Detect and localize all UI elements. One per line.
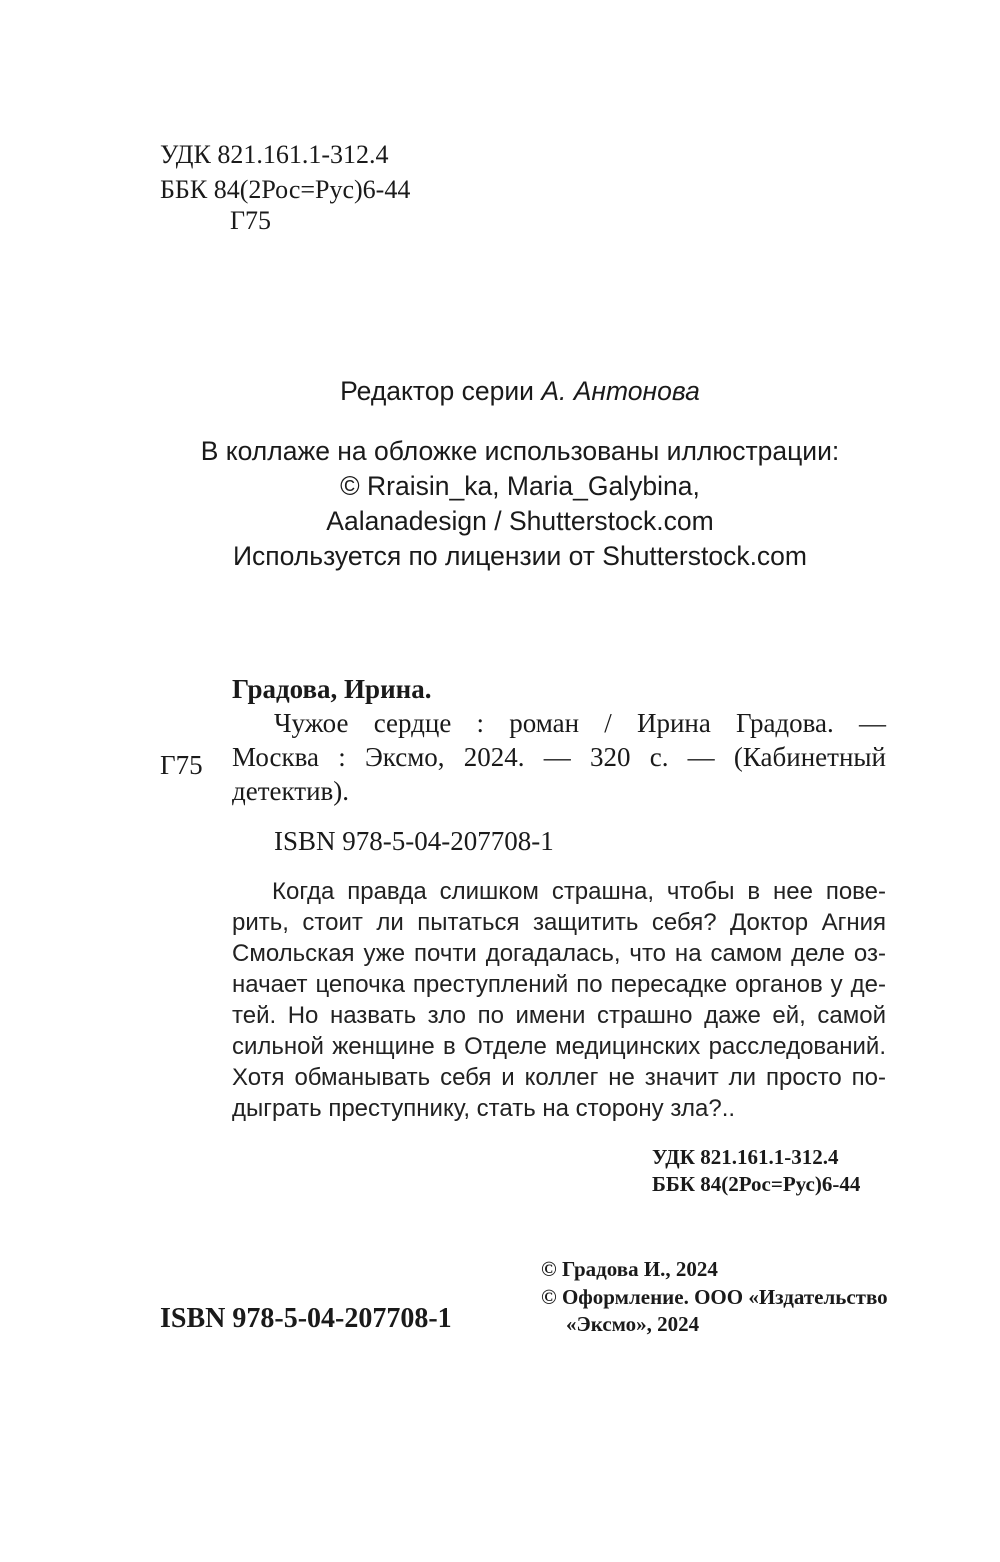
- annotation: [232, 876, 886, 1124]
- title-line-1: Чужое сердце : роман / Ирина Градова. —: [274, 708, 886, 738]
- editor-credit: [150, 374, 890, 409]
- isbn-footer: ISBN 978-5-04-207708-1: [160, 1303, 452, 1334]
- license-line: Используется по лицензии от Shutterstock.com: [233, 541, 807, 571]
- book-author: Градова, Ирина.: [232, 674, 432, 704]
- copyright-publisher: «Эксмо», 2024: [566, 1312, 700, 1336]
- editor-name: А. Антонова: [541, 376, 700, 406]
- udk-code: УДК 821.161.1-312.4: [160, 140, 389, 169]
- annotation-line: Когда правда слишком страшна, чтобы в нее пове-: [272, 878, 886, 905]
- author-sign: Г75: [230, 206, 272, 235]
- copyright-design: © Оформление. ООО «Издательство: [541, 1285, 888, 1309]
- annotation-line: Смольская уже почти догадалась, что на самом деле оз-: [232, 940, 886, 967]
- annotation-line: тей. Но назвать зло по имени страшно даже ей, самой: [232, 1002, 886, 1029]
- margin-author-sign: Г75: [160, 750, 203, 780]
- annotation-line: сильной женщине в Отделе медицинских расследований.: [232, 1033, 886, 1060]
- collage-line: В коллаже на обложке использованы иллюстрации:: [200, 436, 840, 466]
- title-line-2: Москва : Эксмо, 2024. — 320 с. — (Кабинетный: [232, 742, 886, 772]
- bbk-code: ББК 84(2Рос=Рус)6-44: [160, 175, 411, 204]
- bbk-code-bold: ББК 84(2Рос=Рус)6-44: [652, 1172, 861, 1196]
- copyright-line-2: Aalanadesign / Shutterstock.com: [326, 506, 714, 536]
- udk-code-bold: УДК 821.161.1-312.4: [652, 1145, 839, 1169]
- editor-label: Редактор серии: [340, 376, 534, 406]
- annotation-line: рить, стоит ли пытаться защитить себя? Доктор Агния: [232, 909, 886, 936]
- annotation-line: начает цепочка преступлений по пересадке органов у де-: [232, 971, 886, 998]
- copyright-line-1: © Rraisin_ka, Maria_Galybina,: [340, 471, 700, 501]
- title-line-3: детектив).: [232, 776, 350, 806]
- isbn-record: ISBN 978-5-04-207708-1: [274, 826, 554, 856]
- copyright-author: © Градова И., 2024: [541, 1257, 718, 1281]
- bibliographic-record: [232, 672, 886, 858]
- illustration-credits: [150, 434, 890, 574]
- annotation-line: Хотя обманывать себя и коллег не значит ли просто по-: [232, 1064, 886, 1091]
- annotation-line: дыграть преступнику, стать на сторону зла?..: [232, 1095, 736, 1122]
